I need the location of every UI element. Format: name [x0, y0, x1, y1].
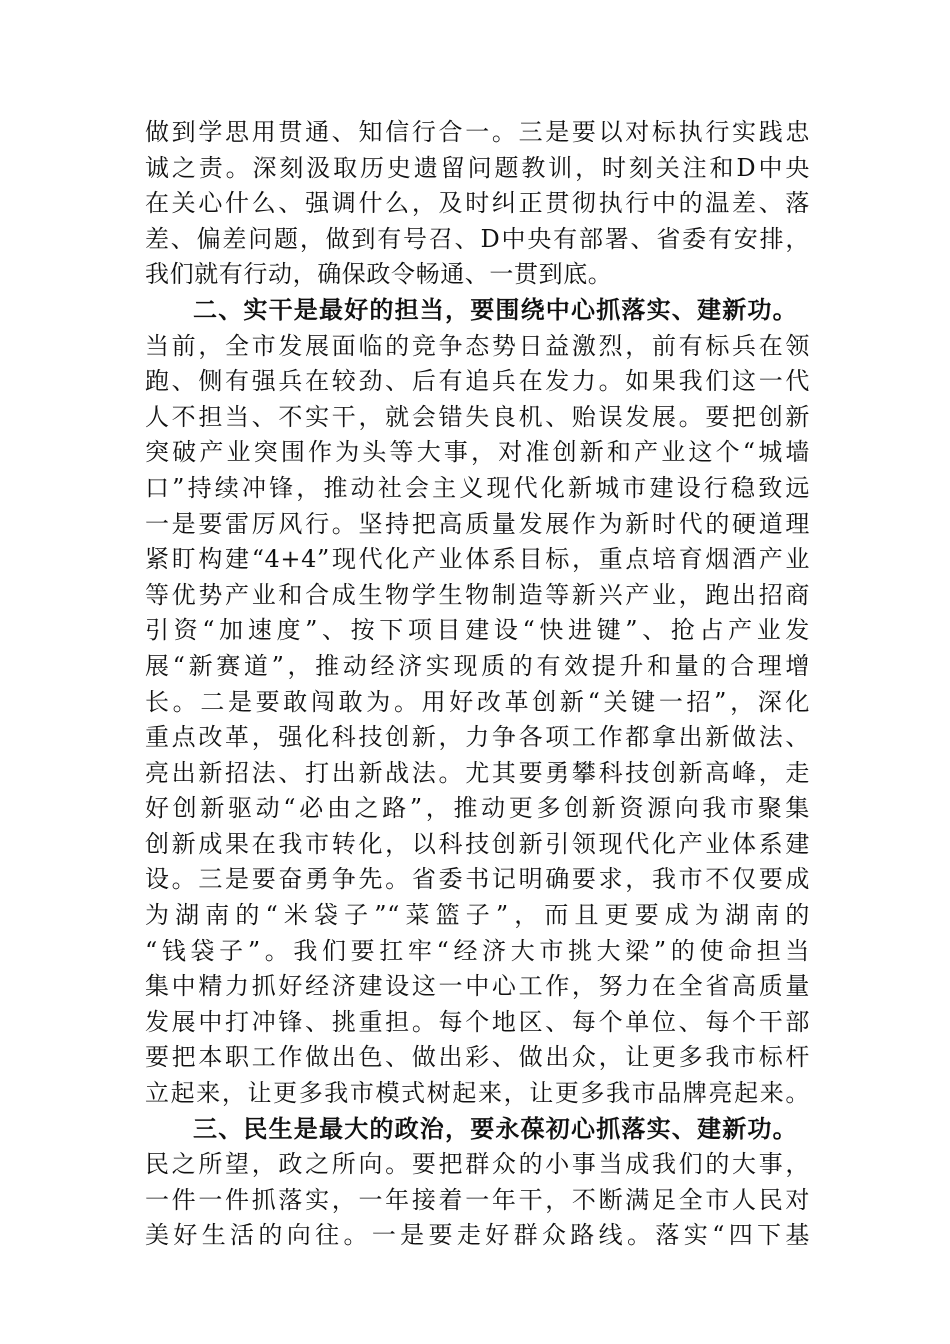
paragraph-line: 人不担当、不实干，就会错失良机、贻误发展。要把创新 [145, 402, 810, 431]
paragraph-line: 跑、侧有强兵在较劲、后有追兵在发力。如果我们这一代 [145, 367, 810, 396]
paragraph-line: 紧盯构建“4+4”现代化产业体系目标，重点培育烟酒产业 [145, 545, 810, 574]
paragraph-line: 立起来，让更多我市模式树起来，让更多我市品牌亮起来。 [145, 1079, 810, 1108]
paragraph-line: 重点改革，强化科技创新，力争各项工作都拿出新做法、 [145, 723, 810, 752]
paragraph-line: 一是要雷厉风行。坚持把高质量发展作为新时代的硬道理 [145, 509, 810, 538]
paragraph-line: 做到学思用贯通、知信行合一。三是要以对标执行实践忠 [145, 118, 810, 146]
paragraph-line: 等优势产业和合成生物学生物制造等新兴产业，跑出招商 [145, 580, 810, 609]
section-heading: 三、民生是最大的政治，要永葆初心抓落实、建新功。 [193, 1114, 798, 1143]
paragraph-line: 设。三是要奋勇争先。省委书记明确要求，我市不仅要成 [145, 865, 810, 894]
document-body [145, 115, 810, 1254]
paragraph-line: 好创新驱动“必由之路”，推动更多创新资源向我市聚集 [145, 794, 810, 823]
paragraph-line: 当前，全市发展面临的竞争态势日益激烈，前有标兵在领 [145, 331, 810, 360]
paragraph-line: 美好生活的向往。一是要走好群众路线。落实“四下基 [145, 1221, 810, 1250]
paragraph-line: 亮出新招法、打出新战法。尤其要勇攀科技创新高峰，走 [145, 758, 810, 787]
paragraph-line: 要把本职工作做出色、做出彩、做出众，让更多我市标杆 [145, 1043, 810, 1072]
paragraph-line: “钱袋子”。我们要扛牢“经济大市挑大梁”的使命担当 [145, 936, 810, 965]
paragraph-line: 展“新赛道”，推动经济实现质的有效提升和量的合理增 [145, 651, 810, 680]
section-heading: 二、实干是最好的担当，要围绕中心抓落实、建新功。 [193, 295, 798, 324]
paragraph-line: 发展中打冲锋、挑重担。每个地区、每个单位、每个干部 [145, 1007, 810, 1036]
paragraph-line: 集中精力抓好经济建设这一中心工作，努力在全省高质量 [145, 972, 810, 1001]
paragraph-line: 口”持续冲锋，推动社会主义现代化新城市建设行稳致远 [145, 473, 810, 502]
paragraph-line: 我们就有行动，确保政令畅通、一贯到底。 [145, 260, 613, 289]
paragraph-line: 引资“加速度”、按下项目建设“快进键”、抢占产业发 [145, 616, 810, 645]
paragraph-line: 差、偏差问题，做到有号召、D中央有部署、省委有安排， [145, 224, 810, 253]
paragraph-line: 在关心什么、强调什么，及时纠正贯彻执行中的温差、落 [145, 189, 810, 218]
paragraph-line: 诚之责。深刻汲取历史遗留问题教训，时刻关注和D中央 [145, 153, 810, 182]
paragraph-line: 为湖南的“米袋子”“菜篮子”，而且更要成为湖南的 [145, 901, 810, 930]
paragraph-line: 长。二是要敢闯敢为。用好改革创新“关键一招”，深化 [145, 687, 810, 716]
paragraph-line: 突破产业突围作为头等大事，对准创新和产业这个“城墙 [145, 438, 810, 467]
paragraph-line: 一件一件抓落实，一年接着一年干，不断满足全市人民对 [145, 1185, 810, 1214]
paragraph-line: 民之所望，政之所向。要把群众的小事当成我们的大事， [145, 1150, 810, 1179]
paragraph-line: 创新成果在我市转化，以科技创新引领现代化产业体系建 [145, 829, 810, 858]
